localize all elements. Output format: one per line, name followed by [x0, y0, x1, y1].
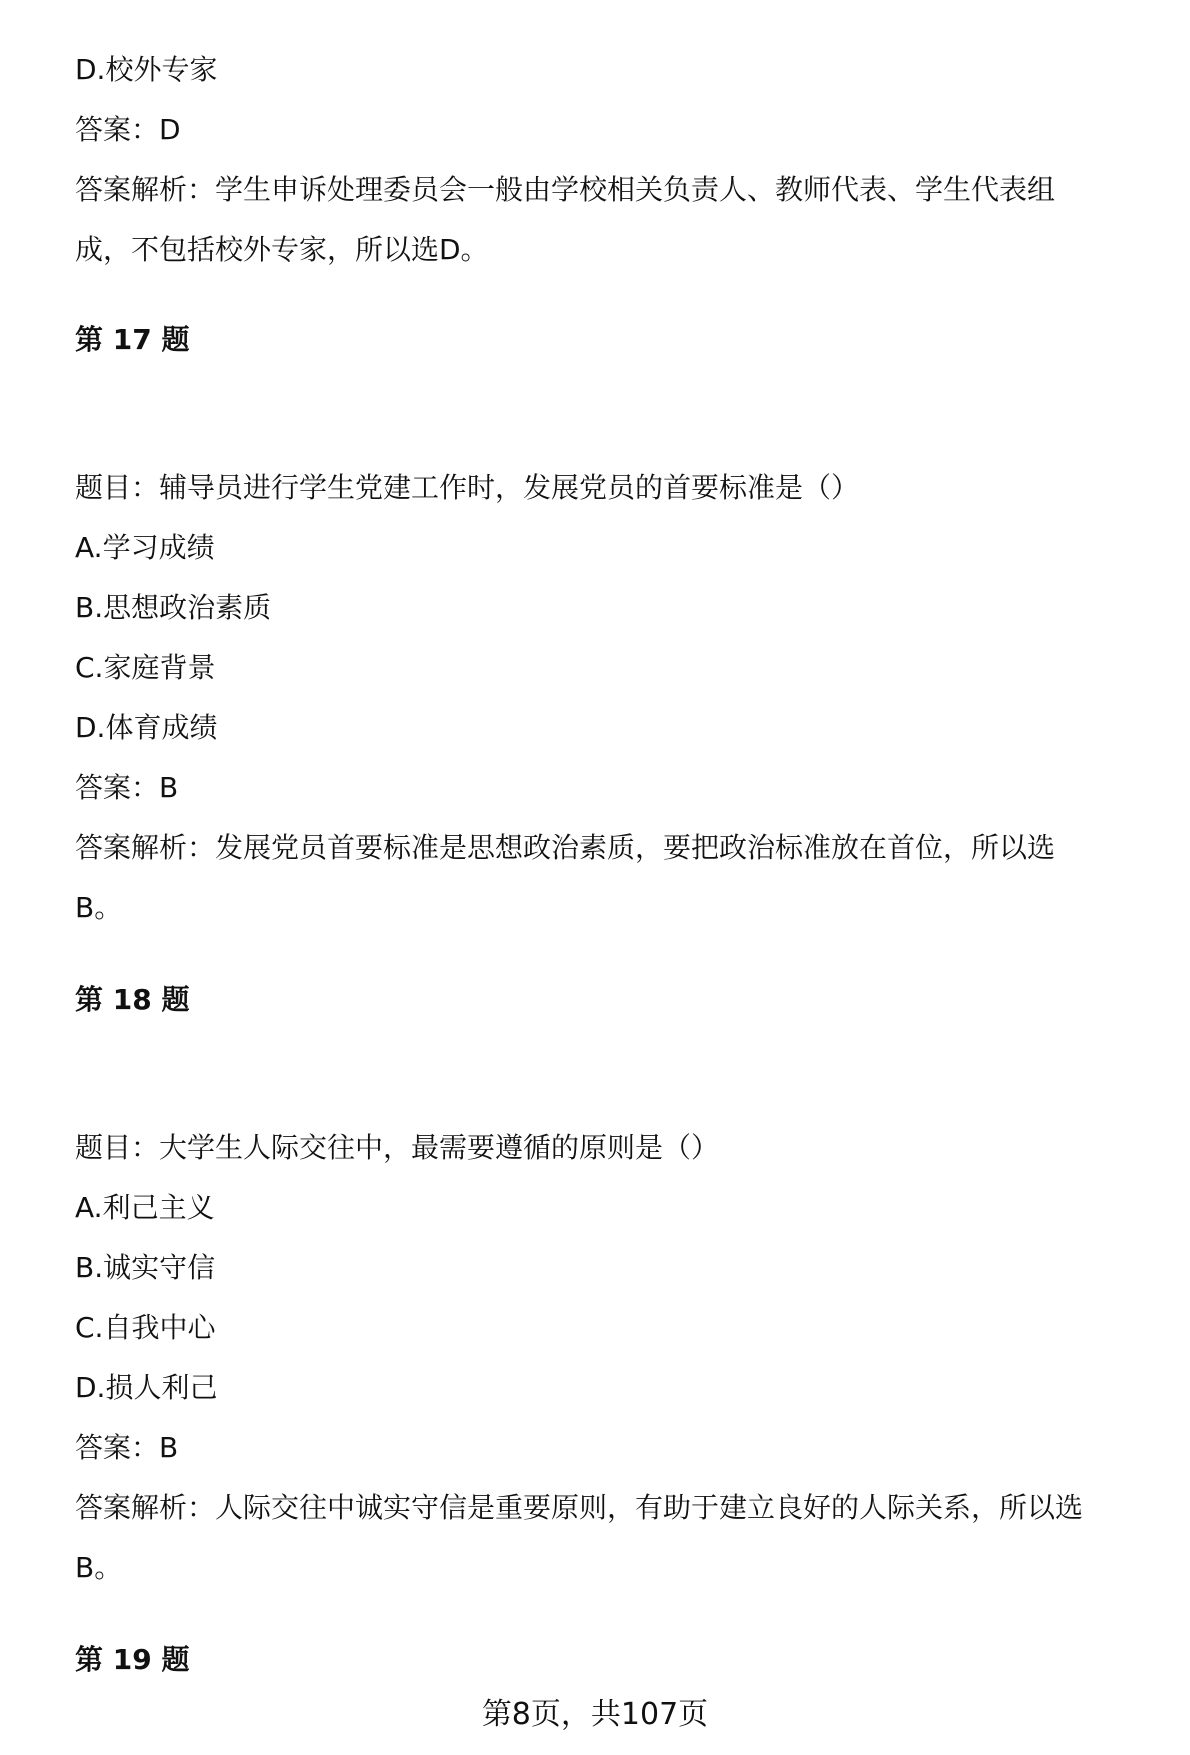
- explanation-line-2: B。: [75, 891, 123, 924]
- explanation-line-2: 成，不包括校外专家，所以选D。: [75, 233, 489, 266]
- question-text-18: 题目：大学生人际交往中，最需要遵循的原则是（）: [75, 1131, 720, 1164]
- answer: 答案：B: [75, 1431, 179, 1464]
- explanation-line-1: 答案解析：人际交往中诚实守信是重要原则，有助于建立良好的人际关系，所以选: [75, 1491, 1084, 1524]
- explanation-line-2: B。: [75, 1551, 123, 1584]
- option-c: C.自我中心: [75, 1311, 216, 1344]
- option-a: A.学习成绩: [75, 531, 215, 564]
- option-b: B.诚实守信: [75, 1251, 216, 1284]
- explanation-line-1: 答案解析：学生申诉处理委员会一般由学校相关负责人、教师代表、学生代表组: [75, 173, 1056, 206]
- question-text-17: 题目：辅导员进行学生党建工作时，发展党员的首要标准是（）: [75, 471, 860, 504]
- option-a: A.利己主义: [75, 1191, 215, 1224]
- answer: 答案：B: [75, 771, 179, 804]
- option-b: B.思想政治素质: [75, 591, 272, 624]
- page-footer: 第8页，共107页: [481, 1697, 709, 1732]
- question-heading-18: 第 18 题: [75, 983, 190, 1016]
- question-heading-19: 第 19 题: [75, 1643, 190, 1676]
- document-page: [75, 0, 1155, 1755]
- option-d: D.体育成绩: [75, 711, 218, 744]
- option-c: C.家庭背景: [75, 651, 216, 684]
- explanation-line-1: 答案解析：发展党员首要标准是思想政治素质，要把政治标准放在首位，所以选: [75, 831, 1056, 864]
- option-d: D.校外专家: [75, 53, 218, 86]
- answer: 答案：D: [75, 113, 181, 146]
- question-heading-17: 第 17 题: [75, 323, 190, 356]
- option-d: D.损人利己: [75, 1371, 218, 1404]
